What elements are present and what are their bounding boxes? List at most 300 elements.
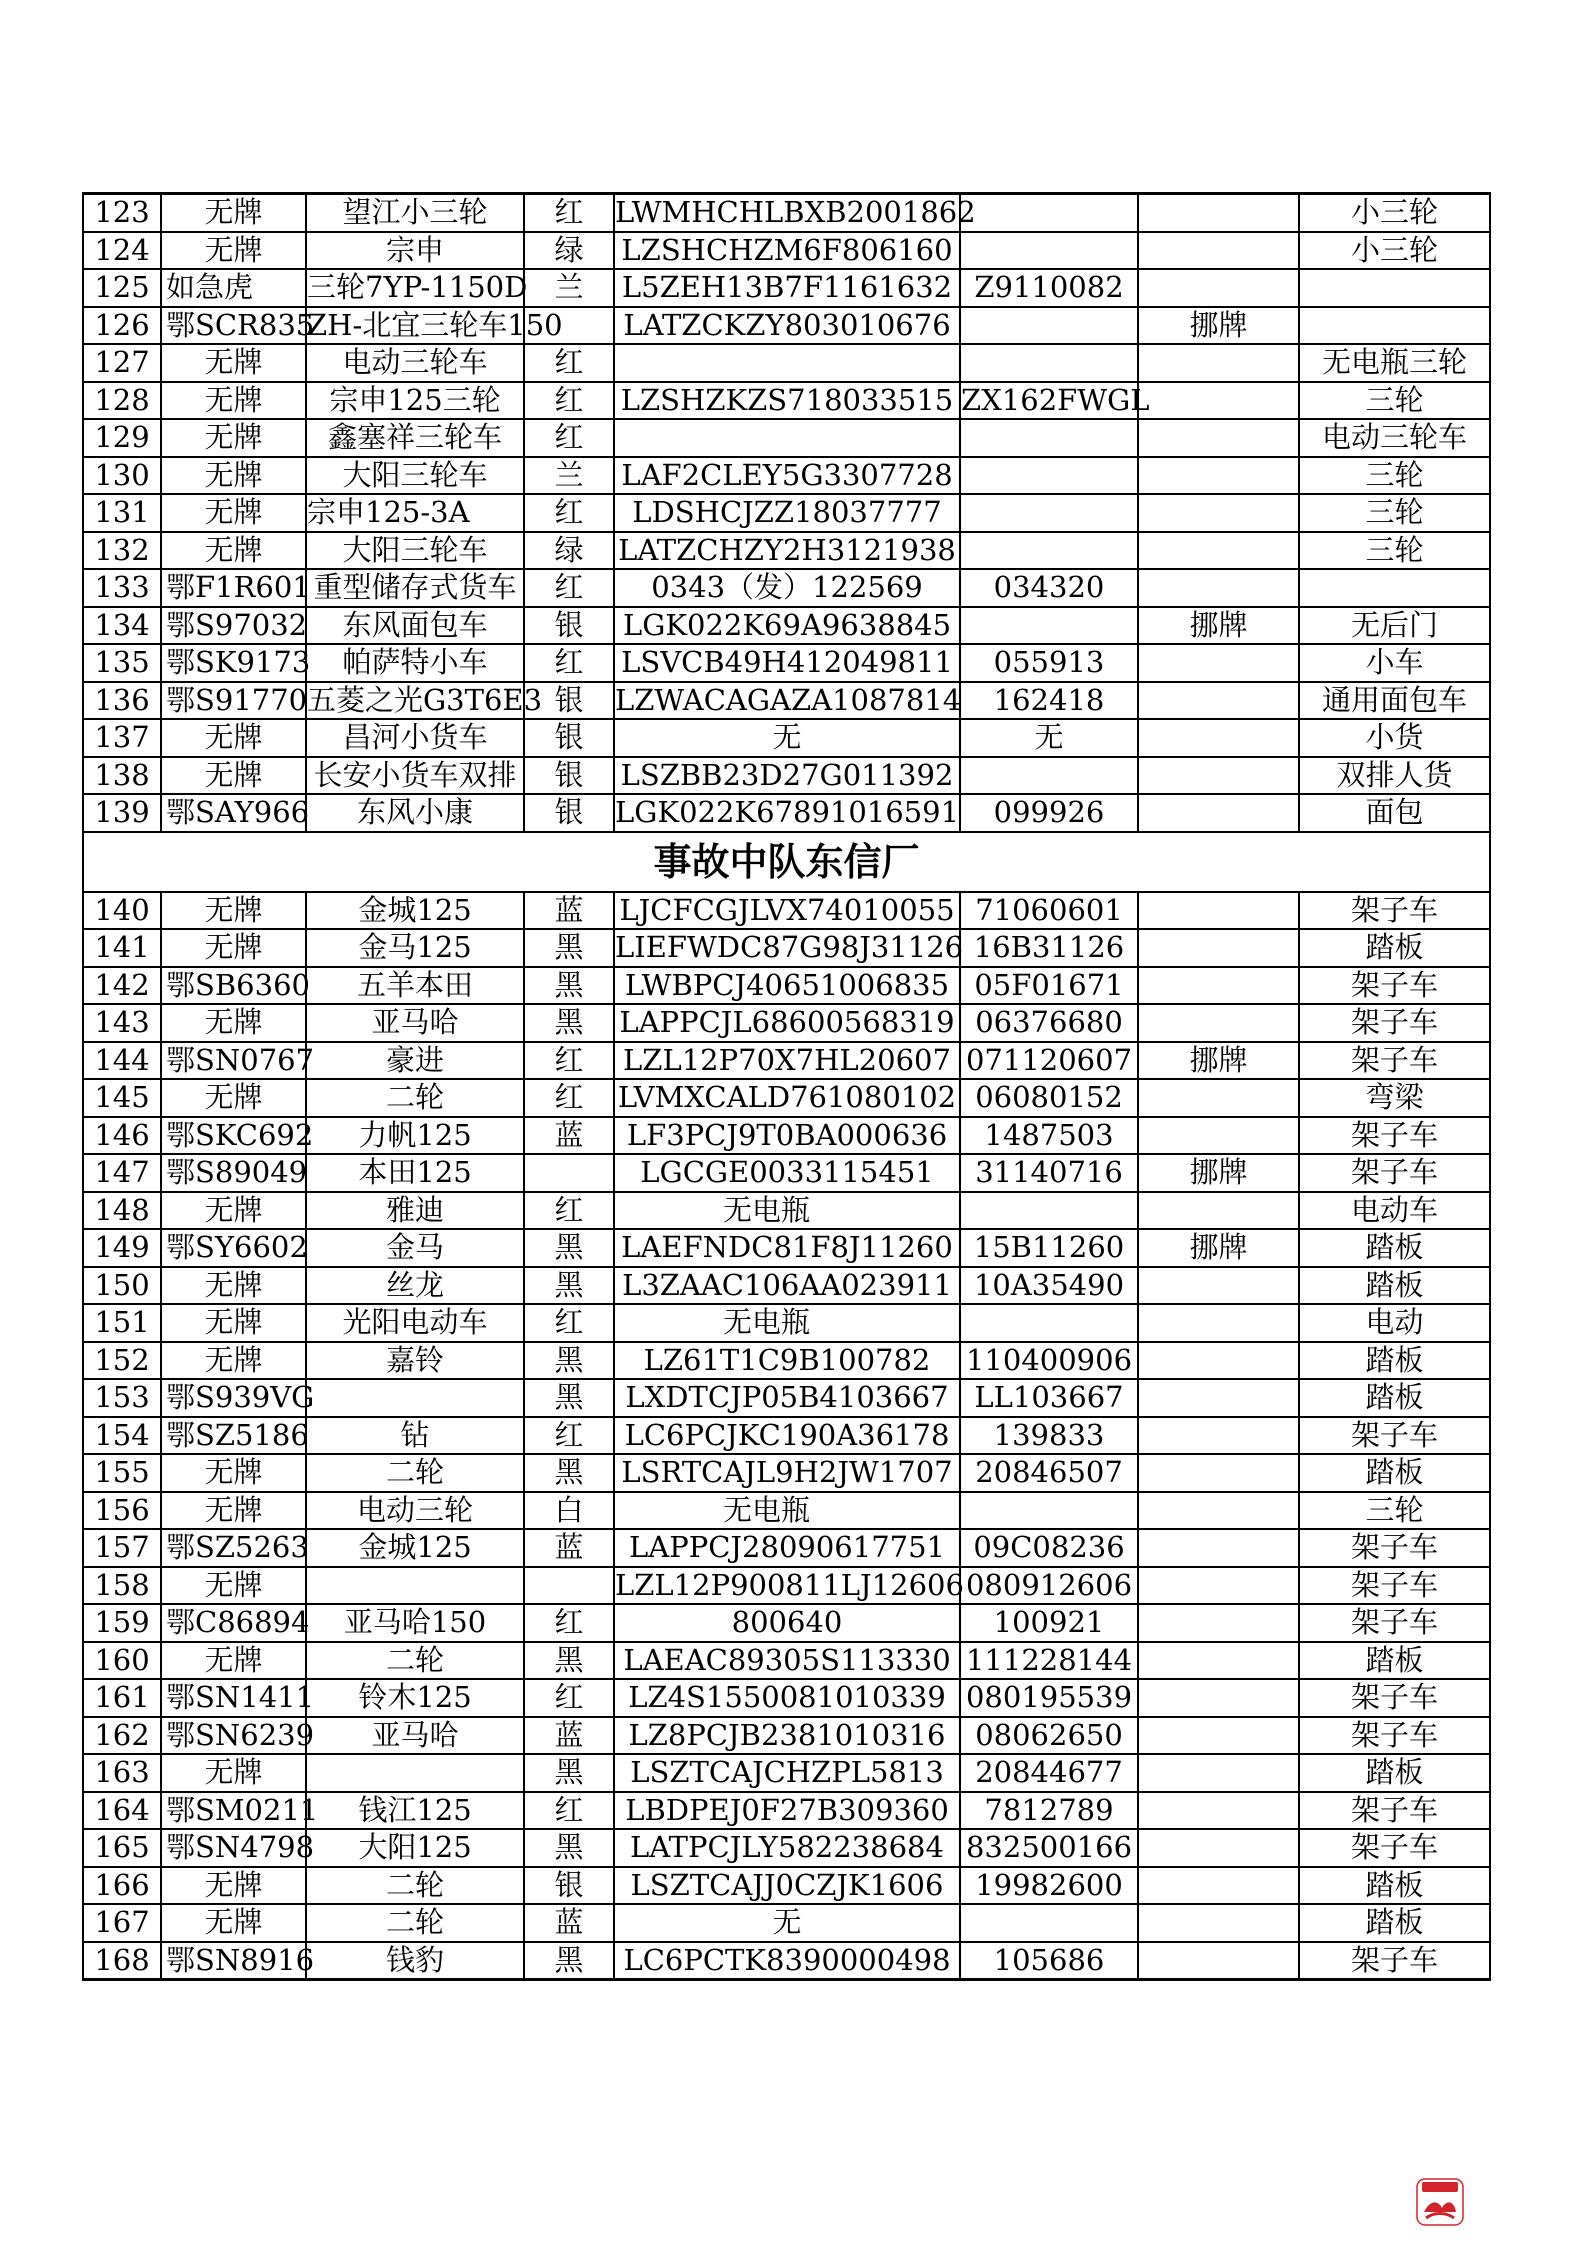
row-number: 149 [83, 1229, 161, 1267]
vin-number: 无电瓶 [614, 1304, 960, 1342]
vehicle-model: 东风小康 [306, 794, 524, 832]
vehicle-type: 架子车 [1299, 892, 1490, 930]
vehicle-model: 大阳125 [306, 1829, 524, 1867]
remark: 挪牌 [1138, 1229, 1299, 1267]
vehicle-type: 踏板 [1299, 1454, 1490, 1492]
plate-number: 鄂C86894 [161, 1604, 306, 1642]
vehicle-color: 红 [524, 494, 614, 532]
vehicle-model [306, 1567, 524, 1605]
table-row [83, 1679, 1490, 1717]
vehicle-model: ZH-北宜三轮车150 [306, 307, 524, 345]
vin-number: LAF2CLEY5G3307728 [614, 457, 960, 495]
vehicle-color: 红 [524, 1042, 614, 1080]
table-body-upper [83, 194, 1490, 832]
vin-number: LXDTCJP05B4103667 [614, 1379, 960, 1417]
vin-number: LBDPEJ0F27B309360 [614, 1792, 960, 1830]
engine-number [960, 419, 1138, 457]
vin-number [614, 419, 960, 457]
engine-number [960, 344, 1138, 382]
vehicle-model: 五菱之光G3T6E3 [306, 682, 524, 720]
vehicle-color: 红 [524, 569, 614, 607]
vehicle-model: 光阳电动车 [306, 1304, 524, 1342]
vehicle-model: 金马 [306, 1229, 524, 1267]
remark [1138, 1454, 1299, 1492]
remark [1138, 1417, 1299, 1455]
vehicle-model: 嘉铃 [306, 1342, 524, 1380]
row-number: 141 [83, 929, 161, 967]
plate-number: 鄂S97032 [161, 607, 306, 645]
engine-number: 139833 [960, 1417, 1138, 1455]
vehicle-model: 金马125 [306, 929, 524, 967]
engine-number [960, 607, 1138, 645]
remark [1138, 457, 1299, 495]
remark [1138, 1079, 1299, 1117]
vehicle-type: 架子车 [1299, 1942, 1490, 1980]
row-number: 164 [83, 1792, 161, 1830]
vehicle-color: 银 [524, 794, 614, 832]
vin-number: LSVCB49H412049811 [614, 644, 960, 682]
vehicle-model: 宗申 [306, 232, 524, 270]
vin-number: LSZBB23D27G011392 [614, 757, 960, 795]
vehicle-color: 银 [524, 1867, 614, 1905]
plate-number: 鄂SN8916 [161, 1942, 306, 1980]
plate-number: 鄂SN0767 [161, 1042, 306, 1080]
remark [1138, 892, 1299, 930]
engine-number [960, 457, 1138, 495]
vehicle-color: 红 [524, 1792, 614, 1830]
plate-number: 鄂SZ5186 [161, 1417, 306, 1455]
plate-number: 鄂SB6360 [161, 967, 306, 1005]
vehicle-model: 大阳三轮车 [306, 457, 524, 495]
plate-number: 无牌 [161, 1267, 306, 1305]
vin-number: 0343（发）122569 [614, 569, 960, 607]
engine-number: 16B31126 [960, 929, 1138, 967]
table-row [83, 1717, 1490, 1755]
vin-number: LSZTCAJCHZPL5813 [614, 1754, 960, 1792]
table-row [83, 1529, 1490, 1567]
vehicle-type: 架子车 [1299, 1417, 1490, 1455]
vin-number: LGCGE0033115451 [614, 1154, 960, 1192]
plate-number: 无牌 [161, 457, 306, 495]
row-number: 133 [83, 569, 161, 607]
remark [1138, 967, 1299, 1005]
vehicle-model: 钱豹 [306, 1942, 524, 1980]
plate-number: 无牌 [161, 1642, 306, 1680]
vehicle-type: 踏板 [1299, 1642, 1490, 1680]
table-row [83, 1117, 1490, 1155]
plate-number: 无牌 [161, 1004, 306, 1042]
vehicle-model: 二轮 [306, 1904, 524, 1942]
vehicle-color: 兰 [524, 457, 614, 495]
plate-number: 鄂SAY966 [161, 794, 306, 832]
vin-number: LSRTCAJL9H2JW1707 [614, 1454, 960, 1492]
vehicle-type: 三轮 [1299, 1492, 1490, 1530]
vin-number: LIEFWDC87G98J31126 [614, 929, 960, 967]
vin-number: LSZTCAJJ0CZJK1606 [614, 1867, 960, 1905]
vehicle-color: 蓝 [524, 1529, 614, 1567]
table-row [83, 967, 1490, 1005]
engine-number: 055913 [960, 644, 1138, 682]
vehicle-color: 黑 [524, 1342, 614, 1380]
vin-number: LAPPCJ28090617751 [614, 1529, 960, 1567]
vehicle-color: 银 [524, 757, 614, 795]
table-row [83, 682, 1490, 720]
remark [1138, 1004, 1299, 1042]
engine-number: 06376680 [960, 1004, 1138, 1042]
table-row [83, 1229, 1490, 1267]
remark [1138, 1304, 1299, 1342]
engine-number: ZX162FWGL [960, 382, 1138, 420]
plate-number: 无牌 [161, 929, 306, 967]
row-number: 168 [83, 1942, 161, 1980]
remark [1138, 532, 1299, 570]
vehicle-model: 昌河小货车 [306, 719, 524, 757]
vehicle-type [1299, 307, 1490, 345]
plate-number: 无牌 [161, 494, 306, 532]
vehicle-model: 金城125 [306, 1529, 524, 1567]
remark [1138, 1754, 1299, 1792]
engine-number: 071120607 [960, 1042, 1138, 1080]
table-row [83, 269, 1490, 307]
vin-number: LZL12P900811LJ12606 [614, 1567, 960, 1605]
vehicle-color: 红 [524, 1604, 614, 1642]
vehicle-model: 东风面包车 [306, 607, 524, 645]
row-number: 152 [83, 1342, 161, 1380]
remark [1138, 1904, 1299, 1942]
vehicle-type: 架子车 [1299, 1042, 1490, 1080]
vehicle-color: 红 [524, 1079, 614, 1117]
engine-number [960, 1492, 1138, 1530]
table-row [83, 1417, 1490, 1455]
vehicle-model [306, 1379, 524, 1417]
table-row [83, 1379, 1490, 1417]
plate-number: 鄂SN6239 [161, 1717, 306, 1755]
vehicle-color: 红 [524, 419, 614, 457]
row-number: 135 [83, 644, 161, 682]
vehicle-color: 蓝 [524, 892, 614, 930]
table-row [83, 1904, 1490, 1942]
table-row [83, 607, 1490, 645]
plate-number: 无牌 [161, 1867, 306, 1905]
vehicle-color: 兰 [524, 269, 614, 307]
vehicle-model: 帕萨特小车 [306, 644, 524, 682]
row-number: 147 [83, 1154, 161, 1192]
table-row [83, 1492, 1490, 1530]
vehicle-type: 架子车 [1299, 1792, 1490, 1830]
table-row [83, 457, 1490, 495]
vehicle-model: 本田125 [306, 1154, 524, 1192]
remark: 挪牌 [1138, 307, 1299, 345]
vehicle-color: 黑 [524, 1754, 614, 1792]
vehicle-model: 亚马哈 [306, 1717, 524, 1755]
vehicle-type: 三轮 [1299, 457, 1490, 495]
engine-number [960, 532, 1138, 570]
row-number: 150 [83, 1267, 161, 1305]
vin-number: LF3PCJ9T0BA000636 [614, 1117, 960, 1155]
row-number: 159 [83, 1604, 161, 1642]
table-row [83, 344, 1490, 382]
vehicle-color: 黑 [524, 1004, 614, 1042]
plate-number: 鄂SZ5263 [161, 1529, 306, 1567]
vehicle-color: 红 [524, 644, 614, 682]
vehicle-model: 丝龙 [306, 1267, 524, 1305]
vehicle-color: 蓝 [524, 1717, 614, 1755]
table-row [83, 1867, 1490, 1905]
row-number: 161 [83, 1679, 161, 1717]
section-header-row [83, 832, 1490, 892]
table-row [83, 1342, 1490, 1380]
section-title: 事故中队东信厂 [83, 832, 1490, 892]
vehicle-model: 力帆125 [306, 1117, 524, 1155]
vehicle-type: 无后门 [1299, 607, 1490, 645]
vehicle-model: 二轮 [306, 1079, 524, 1117]
plate-number: 无牌 [161, 1079, 306, 1117]
remark [1138, 1792, 1299, 1830]
row-number: 126 [83, 307, 161, 345]
vehicle-type: 架子车 [1299, 1117, 1490, 1155]
remark [1138, 757, 1299, 795]
vin-number: 无电瓶 [614, 1492, 960, 1530]
row-number: 145 [83, 1079, 161, 1117]
engine-number: 06080152 [960, 1079, 1138, 1117]
vin-number: LZSHCHZM6F806160 [614, 232, 960, 270]
vehicle-type: 踏板 [1299, 1379, 1490, 1417]
plate-number: 鄂SY6602 [161, 1229, 306, 1267]
vehicle-model: 钱江125 [306, 1792, 524, 1830]
remark [1138, 1829, 1299, 1867]
vehicle-model: 三轮7YP-1150D [306, 269, 524, 307]
row-number: 165 [83, 1829, 161, 1867]
vehicle-type: 踏板 [1299, 1754, 1490, 1792]
table-row [83, 1004, 1490, 1042]
table-row [83, 1942, 1490, 1980]
row-number: 125 [83, 269, 161, 307]
remark [1138, 1717, 1299, 1755]
remark [1138, 1117, 1299, 1155]
vin-number: LDSHCJZZ18037777 [614, 494, 960, 532]
vehicle-type: 电动车 [1299, 1192, 1490, 1230]
vin-number: LJCFCGJLVX74010055 [614, 892, 960, 930]
vehicle-model: 二轮 [306, 1867, 524, 1905]
remark [1138, 344, 1299, 382]
plate-number: 无牌 [161, 194, 306, 232]
vehicle-model: 大阳三轮车 [306, 532, 524, 570]
vin-number: LATZCKZY803010676 [614, 307, 960, 345]
table-row [83, 794, 1490, 832]
remark [1138, 569, 1299, 607]
plate-number: 无牌 [161, 419, 306, 457]
vin-number: LZWACAGAZA1087814 [614, 682, 960, 720]
vehicle-type: 踏板 [1299, 1229, 1490, 1267]
vin-number: LGK022K69A9638845 [614, 607, 960, 645]
vin-number: 800640 [614, 1604, 960, 1642]
engine-number [960, 1192, 1138, 1230]
table-row [83, 1754, 1490, 1792]
plate-number: 鄂S939VG [161, 1379, 306, 1417]
table-row [83, 1154, 1490, 1192]
row-number: 131 [83, 494, 161, 532]
vehicle-type: 小三轮 [1299, 194, 1490, 232]
vehicle-color: 黑 [524, 1379, 614, 1417]
plate-number: 无牌 [161, 1304, 306, 1342]
plate-number: 无牌 [161, 892, 306, 930]
vehicle-type: 踏板 [1299, 1267, 1490, 1305]
engine-number: LL103667 [960, 1379, 1138, 1417]
table-row [83, 1792, 1490, 1830]
engine-number: 15B11260 [960, 1229, 1138, 1267]
vin-number: LAEFNDC81F8J11260 [614, 1229, 960, 1267]
vehicle-type: 三轮 [1299, 382, 1490, 420]
vehicle-color: 红 [524, 1192, 614, 1230]
plate-number: 无牌 [161, 532, 306, 570]
engine-number [960, 494, 1138, 532]
plate-number: 鄂S91770 [161, 682, 306, 720]
row-number: 128 [83, 382, 161, 420]
row-number: 144 [83, 1042, 161, 1080]
row-number: 163 [83, 1754, 161, 1792]
vehicle-type: 无电瓶三轮 [1299, 344, 1490, 382]
vehicle-type: 架子车 [1299, 1679, 1490, 1717]
row-number: 160 [83, 1642, 161, 1680]
vehicle-color: 蓝 [524, 1117, 614, 1155]
row-number: 139 [83, 794, 161, 832]
vin-number: LZ61T1C9B100782 [614, 1342, 960, 1380]
vehicle-type: 电动 [1299, 1304, 1490, 1342]
table-body-lower [83, 892, 1490, 1980]
remark: 挪牌 [1138, 1042, 1299, 1080]
plate-number: 鄂SN4798 [161, 1829, 306, 1867]
row-number: 153 [83, 1379, 161, 1417]
vin-number: LZ4S1550081010339 [614, 1679, 960, 1717]
vin-number: 无 [614, 1904, 960, 1942]
plate-number: 鄂SM0211 [161, 1792, 306, 1830]
vehicle-model: 电动三轮车 [306, 344, 524, 382]
table-section-header [83, 832, 1490, 892]
vehicle-model: 钻 [306, 1417, 524, 1455]
vehicle-color: 黑 [524, 1229, 614, 1267]
vehicle-color: 白 [524, 1492, 614, 1530]
remark [1138, 1679, 1299, 1717]
engine-number: 080195539 [960, 1679, 1138, 1717]
remark [1138, 644, 1299, 682]
engine-number: 111228144 [960, 1642, 1138, 1680]
remark [1138, 929, 1299, 967]
vin-number: 无电瓶 [614, 1192, 960, 1230]
engine-number: 832500166 [960, 1829, 1138, 1867]
row-number: 143 [83, 1004, 161, 1042]
table-row [83, 1829, 1490, 1867]
row-number: 127 [83, 344, 161, 382]
vin-number: LWMHCHLBXB2001862 [614, 194, 960, 232]
engine-number: Z9110082 [960, 269, 1138, 307]
vin-number: LAPPCJL68600568319 [614, 1004, 960, 1042]
vehicle-type: 架子车 [1299, 1567, 1490, 1605]
remark [1138, 719, 1299, 757]
vehicle-model: 鑫塞祥三轮车 [306, 419, 524, 457]
vehicle-type: 架子车 [1299, 967, 1490, 1005]
vehicle-type: 面包 [1299, 794, 1490, 832]
vehicle-model: 望江小三轮 [306, 194, 524, 232]
vehicle-type: 踏板 [1299, 1342, 1490, 1380]
remark [1138, 1342, 1299, 1380]
engine-number: 无 [960, 719, 1138, 757]
row-number: 156 [83, 1492, 161, 1530]
row-number: 134 [83, 607, 161, 645]
vehicle-type: 小三轮 [1299, 232, 1490, 270]
engine-number: 31140716 [960, 1154, 1138, 1192]
vehicle-type: 踏板 [1299, 1904, 1490, 1942]
engine-number: 099926 [960, 794, 1138, 832]
row-number: 162 [83, 1717, 161, 1755]
vehicle-color: 黑 [524, 1454, 614, 1492]
vin-number: LZSHZKZS718033515 [614, 382, 960, 420]
vin-number: LWBPCJ40651006835 [614, 967, 960, 1005]
plate-number: 无牌 [161, 1454, 306, 1492]
remark [1138, 1867, 1299, 1905]
vehicle-color: 绿 [524, 232, 614, 270]
remark [1138, 494, 1299, 532]
vehicle-type: 架子车 [1299, 1529, 1490, 1567]
vehicle-type: 双排人货 [1299, 757, 1490, 795]
vehicle-type: 通用面包车 [1299, 682, 1490, 720]
engine-number: 05F01671 [960, 967, 1138, 1005]
vehicle-color: 黑 [524, 1267, 614, 1305]
vehicle-model: 豪进 [306, 1042, 524, 1080]
plate-number: 无牌 [161, 1567, 306, 1605]
vehicle-model: 重型储存式货车 [306, 569, 524, 607]
remark [1138, 682, 1299, 720]
remark [1138, 1642, 1299, 1680]
table-row [83, 757, 1490, 795]
vehicle-type: 架子车 [1299, 1604, 1490, 1642]
vin-number: LATZCHZY2H3121938 [614, 532, 960, 570]
vin-number: L5ZEH13B7F1161632 [614, 269, 960, 307]
plate-number: 无牌 [161, 1492, 306, 1530]
vehicle-color: 红 [524, 382, 614, 420]
row-number: 151 [83, 1304, 161, 1342]
plate-number: 鄂SN1411 [161, 1679, 306, 1717]
plate-number: 无牌 [161, 757, 306, 795]
table-row [83, 719, 1490, 757]
vehicle-color: 黑 [524, 1942, 614, 1980]
vehicle-color: 红 [524, 344, 614, 382]
vehicle-type: 踏板 [1299, 1867, 1490, 1905]
vehicle-color: 黑 [524, 1642, 614, 1680]
vin-number: LZ8PCJB2381010316 [614, 1717, 960, 1755]
row-number: 138 [83, 757, 161, 795]
row-number: 123 [83, 194, 161, 232]
vehicle-model: 金城125 [306, 892, 524, 930]
vehicle-model: 二轮 [306, 1454, 524, 1492]
vehicle-model: 亚马哈150 [306, 1604, 524, 1642]
remark [1138, 1604, 1299, 1642]
remark [1138, 1492, 1299, 1530]
engine-number: 080912606 [960, 1567, 1138, 1605]
vehicle-type [1299, 569, 1490, 607]
plate-number: 鄂S89049 [161, 1154, 306, 1192]
table-row [83, 929, 1490, 967]
table-row [83, 1642, 1490, 1680]
row-number: 136 [83, 682, 161, 720]
vin-number: LAEAC89305S113330 [614, 1642, 960, 1680]
vin-number: LC6PCTK8390000498 [614, 1942, 960, 1980]
row-number: 148 [83, 1192, 161, 1230]
vehicle-type: 架子车 [1299, 1154, 1490, 1192]
vehicle-color: 绿 [524, 532, 614, 570]
vehicle-type: 电动三轮车 [1299, 419, 1490, 457]
vehicle-type: 三轮 [1299, 494, 1490, 532]
engine-number [960, 194, 1138, 232]
